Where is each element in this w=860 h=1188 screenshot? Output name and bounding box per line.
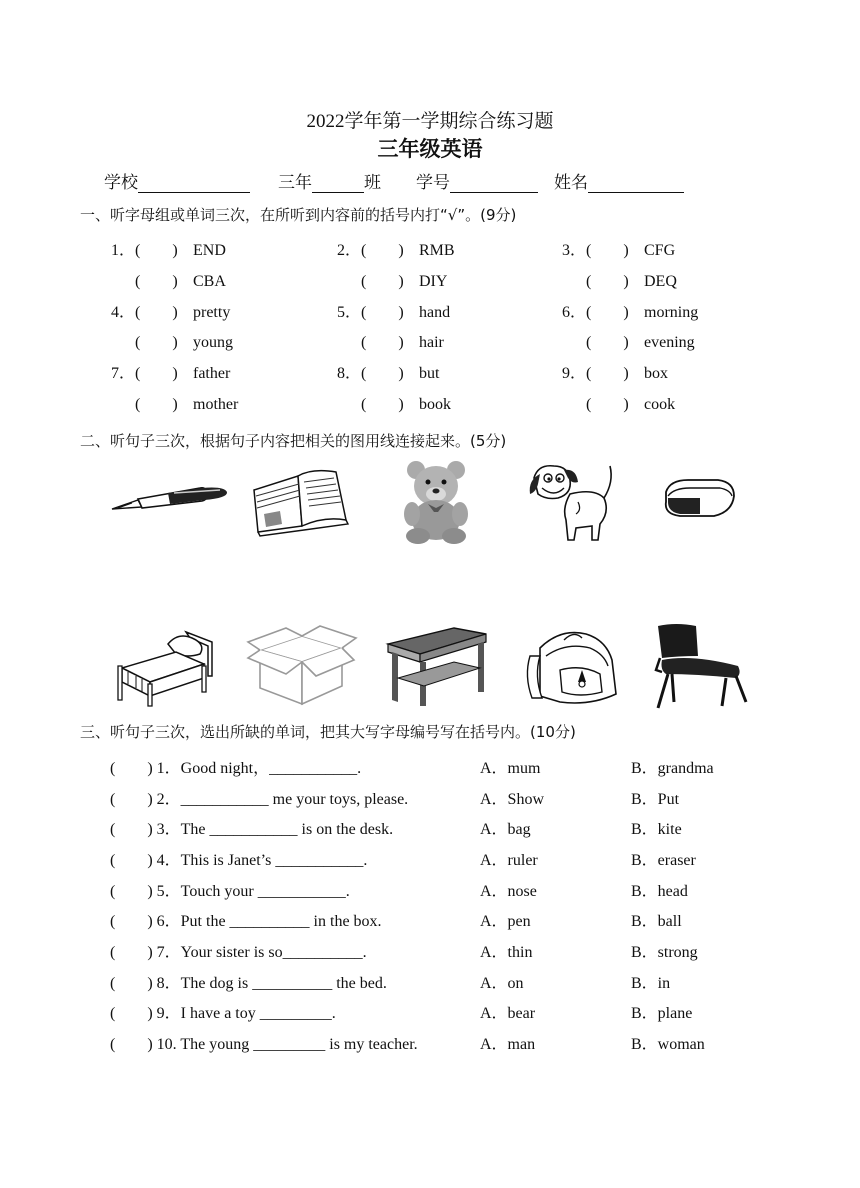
answer-bracket[interactable]: ( ) bbox=[586, 272, 629, 290]
question-text[interactable]: ( ) 9．I have a toy _________. bbox=[110, 1005, 336, 1023]
item-number: 7． bbox=[110, 365, 135, 383]
page-subtitle: 三年级英语 bbox=[377, 137, 483, 161]
answer-bracket[interactable]: ( ) bbox=[135, 303, 178, 321]
part1-option[interactable] bbox=[560, 360, 668, 383]
name-field[interactable] bbox=[554, 168, 684, 193]
pen-icon[interactable] bbox=[108, 482, 232, 518]
option-a[interactable]: A．pen bbox=[480, 913, 531, 931]
option-a[interactable]: A．ruler bbox=[480, 851, 538, 869]
option-text: DEQ bbox=[644, 272, 677, 290]
option-text: father bbox=[193, 365, 231, 383]
question-text[interactable]: ( ) 10. The young _________ is my teacher. bbox=[110, 1035, 418, 1053]
grade-label: 三年 bbox=[278, 173, 312, 193]
option-text: box bbox=[644, 365, 668, 383]
answer-bracket[interactable]: ( ) bbox=[586, 365, 629, 383]
question-text[interactable]: ( ) 6．Put the __________ in the box. bbox=[110, 913, 382, 931]
answer-bracket[interactable]: ( ) bbox=[135, 396, 178, 413]
item-number: 8． bbox=[336, 365, 361, 383]
question-text[interactable]: ( ) 7．Your sister is so__________. bbox=[110, 943, 367, 961]
option-text: mother bbox=[193, 396, 239, 413]
option-b[interactable]: B．woman bbox=[631, 1035, 705, 1053]
answer-bracket[interactable]: ( ) bbox=[361, 272, 404, 290]
part1-option[interactable] bbox=[335, 329, 444, 352]
question-text[interactable]: ( ) 1．Good night，___________. bbox=[110, 760, 362, 777]
part3-heading: 三、听句子三次，选出所缺的单词，把其大写字母编号写在括号内。(10分) bbox=[80, 723, 576, 741]
item-number: 5． bbox=[336, 303, 361, 321]
part1-option[interactable] bbox=[560, 391, 675, 414]
school-label: 学校 bbox=[104, 173, 138, 193]
option-b[interactable]: B．strong bbox=[631, 943, 698, 961]
part1-option[interactable] bbox=[109, 268, 226, 291]
school-field[interactable] bbox=[104, 168, 250, 193]
answer-bracket[interactable]: ( ) bbox=[586, 334, 629, 352]
part1-option[interactable] bbox=[560, 299, 698, 322]
option-a[interactable]: A．man bbox=[480, 1035, 536, 1053]
option-text: DIY bbox=[419, 272, 448, 290]
class-label: 班 bbox=[364, 173, 381, 193]
item-number: 6． bbox=[561, 303, 586, 321]
option-text: END bbox=[193, 242, 226, 259]
answer-bracket[interactable]: ( ) bbox=[586, 303, 629, 321]
part1-option[interactable] bbox=[335, 268, 447, 291]
answer-bracket[interactable]: ( ) bbox=[361, 334, 404, 352]
answer-bracket[interactable]: ( ) bbox=[586, 396, 629, 413]
number-field[interactable] bbox=[416, 168, 538, 193]
option-text: cook bbox=[644, 396, 676, 413]
question-text[interactable]: ( ) 3．The ___________ is on the desk. bbox=[110, 821, 394, 839]
option-text: CFG bbox=[644, 242, 676, 259]
page-title: 2022学年第一学期综合练习题 bbox=[306, 111, 554, 132]
part1-option[interactable] bbox=[560, 268, 677, 291]
part1-option[interactable] bbox=[335, 237, 455, 260]
item-number: 3． bbox=[561, 242, 586, 259]
part1-option[interactable] bbox=[335, 360, 439, 383]
part1-heading: 一、听字母组或单词三次，在所听到内容前的括号内打“√”。(9分) bbox=[80, 206, 517, 224]
number-label: 学号 bbox=[416, 173, 450, 193]
option-text: evening bbox=[644, 334, 695, 352]
option-text: morning bbox=[644, 303, 699, 321]
part1-option[interactable] bbox=[109, 391, 238, 414]
item-number: 9． bbox=[561, 365, 586, 383]
eraser-icon[interactable] bbox=[660, 474, 740, 522]
part2-heading: 二、听句子三次，根据句子内容把相关的图用线连接起来。(5分) bbox=[80, 432, 507, 450]
part1-option[interactable] bbox=[560, 329, 695, 352]
part1-option[interactable] bbox=[335, 299, 450, 322]
box-icon[interactable] bbox=[246, 622, 358, 706]
part1-option[interactable] bbox=[335, 391, 451, 414]
answer-bracket[interactable]: ( ) bbox=[135, 242, 178, 259]
option-text: CBA bbox=[193, 272, 226, 290]
option-b[interactable]: B．plane bbox=[631, 1005, 693, 1023]
book-icon[interactable] bbox=[250, 466, 350, 538]
name-blank[interactable] bbox=[588, 174, 684, 193]
desk-icon[interactable] bbox=[384, 622, 490, 708]
option-b[interactable]: B．eraser bbox=[631, 851, 696, 869]
bed-icon[interactable] bbox=[114, 622, 220, 708]
option-text: hand bbox=[419, 303, 451, 321]
answer-bracket[interactable]: ( ) bbox=[135, 365, 178, 383]
answer-bracket[interactable]: ( ) bbox=[361, 303, 404, 321]
option-b[interactable]: B．grandma bbox=[631, 760, 714, 777]
option-a[interactable]: A．nose bbox=[480, 882, 537, 900]
part1-option[interactable] bbox=[560, 237, 675, 260]
option-text: pretty bbox=[193, 303, 231, 321]
answer-bracket[interactable]: ( ) bbox=[135, 334, 178, 352]
question-text[interactable]: ( ) 8．The dog is __________ the bed. bbox=[110, 974, 387, 992]
answer-bracket[interactable]: ( ) bbox=[135, 272, 178, 290]
part1-option[interactable] bbox=[109, 299, 230, 322]
option-a[interactable]: A．on bbox=[480, 974, 524, 992]
number-blank[interactable] bbox=[450, 174, 538, 193]
schoolbag-icon[interactable] bbox=[520, 626, 620, 708]
teddy-bear-icon[interactable] bbox=[398, 458, 474, 544]
part1-option[interactable] bbox=[109, 329, 233, 352]
option-a[interactable]: A．bear bbox=[480, 1005, 536, 1023]
option-text: but bbox=[419, 365, 440, 383]
name-label: 姓名 bbox=[554, 173, 588, 193]
class-blank[interactable] bbox=[312, 174, 364, 193]
part1-option[interactable] bbox=[109, 237, 226, 260]
dog-icon[interactable] bbox=[524, 458, 618, 544]
option-b[interactable]: B．kite bbox=[631, 821, 682, 839]
option-a[interactable]: A．mum bbox=[480, 760, 541, 777]
class-field[interactable] bbox=[278, 168, 381, 193]
option-b[interactable]: B．Put bbox=[631, 790, 680, 808]
option-text: hair bbox=[419, 334, 444, 352]
option-b[interactable]: B．in bbox=[631, 974, 671, 992]
answer-bracket[interactable]: ( ) bbox=[586, 242, 629, 259]
question-text[interactable]: ( ) 2．___________ me your toys, please. bbox=[110, 790, 409, 808]
answer-bracket[interactable]: ( ) bbox=[361, 396, 404, 413]
option-a[interactable]: A．thin bbox=[480, 943, 533, 961]
option-b[interactable]: B．head bbox=[631, 882, 688, 900]
item-number: 4． bbox=[110, 303, 135, 321]
option-text: RMB bbox=[419, 242, 455, 259]
option-a[interactable]: A．Show bbox=[480, 790, 545, 808]
item-number: 2． bbox=[336, 242, 361, 259]
option-b[interactable]: B．ball bbox=[631, 913, 682, 931]
option-a[interactable]: A．bag bbox=[480, 821, 531, 839]
school-blank[interactable] bbox=[138, 174, 250, 193]
option-text: young bbox=[193, 334, 233, 352]
answer-bracket[interactable]: ( ) bbox=[361, 242, 404, 259]
part1-option[interactable] bbox=[109, 360, 230, 383]
answer-bracket[interactable]: ( ) bbox=[361, 365, 404, 383]
question-text[interactable]: ( ) 4．This is Janet’s ___________. bbox=[110, 851, 368, 869]
item-number: 1． bbox=[110, 242, 135, 259]
question-text[interactable]: ( ) 5．Touch your ___________. bbox=[110, 882, 350, 900]
option-text: book bbox=[419, 396, 451, 413]
chair-icon[interactable] bbox=[652, 620, 748, 710]
